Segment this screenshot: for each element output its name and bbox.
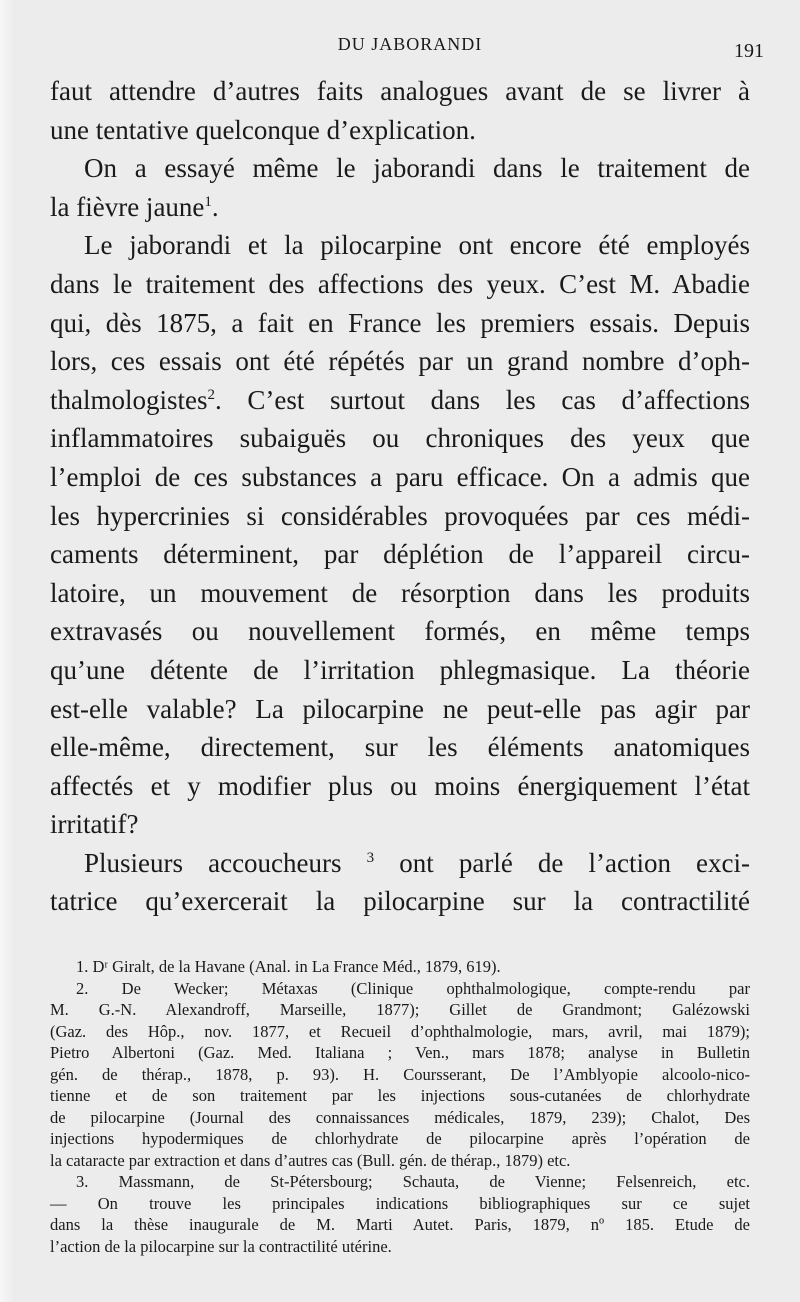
body-line-text: thalmologistes xyxy=(50,384,208,415)
footnote-line: de pilocarpine (Journal des connaissances médicales, 1879, 239); Chalot, Des xyxy=(50,1107,750,1127)
footnote-line: 1. Dʳ Giralt, de la Havane (Anal. in La France Méd., 1879, 619). xyxy=(76,957,501,976)
footnote-line: l’action de la pilocarpine sur la contractilité utérine. xyxy=(50,1236,392,1256)
body-line: dans le traitement des affections des yeux. C’est M. Abadie xyxy=(50,268,750,299)
body-line: une tentative quelconque d’explication. xyxy=(50,114,476,145)
body-line: qu’une détente de l’irritation phlegmasique. La théorie xyxy=(50,654,750,685)
footnote-line: la cataracte par extraction et dans d’autres cas (Bull. gén. de thérap., 1879) etc. xyxy=(50,1150,571,1170)
footnote-line: — On trouve les principales indications bibliographiques sur ce sujet xyxy=(50,1193,750,1213)
body-line: les hypercrinies si considérables provoquées par ces médi- xyxy=(50,500,750,531)
running-title: DU JABORANDI xyxy=(337,34,483,54)
footnote-line: dans la thèse inaugurale de M. Marti Autet. Paris, 1879, nº 185. Etude de xyxy=(50,1215,750,1234)
body-line: la fièvre jaune$^1$. xyxy=(50,191,219,222)
running-head xyxy=(50,30,770,60)
footnote-line: 2. De Wecker; Métaxas (Clinique ophthalmologique, compte-rendu par xyxy=(76,978,750,998)
body-line: faut attendre d’autres faits analogues avant de se livrer à xyxy=(50,76,750,106)
body-line: extravasés ou nouvellement formés, en même temps xyxy=(50,616,750,647)
footnote-line: (Gaz. des Hôp., nov. 1877, et Recueil d’ophthalmologie, mars, avril, mai 1879); xyxy=(50,1021,750,1041)
body-line: inflammatoires subaiguës ou chroniques des yeux que xyxy=(50,423,750,454)
body-line xyxy=(50,381,750,420)
body-line: caments déterminent, par déplétion de l’appareil circu- xyxy=(50,539,750,570)
body-line: latoire, un mouvement de résorption dans les produits xyxy=(50,577,750,608)
body-line: qui, dès 1875, a fait en France les premiers essais. Depuis xyxy=(50,307,750,338)
body-line-text: . C’est surtout dans les cas d’affections xyxy=(215,384,750,415)
body-text xyxy=(50,72,750,921)
body-line-text: Plusieurs accoucheurs xyxy=(84,847,342,878)
body-line: tatrice qu’exercerait la pilocarpine sur la contractilité xyxy=(50,886,750,917)
footnote-line: 3. Massmann, de St-Pétersbourg; Schauta, de Vienne; Felsenreich, etc. xyxy=(76,1172,750,1191)
body-line: est-elle valable? La pilocarpine ne peut-elle pas agir par xyxy=(50,693,750,724)
body-line: lors, ces essais ont été répétés par un grand nombre d’oph- xyxy=(50,346,750,377)
body-line: elle-même, directement, sur les éléments anatomiques xyxy=(50,732,750,763)
footnote-ref: 2 xyxy=(207,386,215,403)
body-line: Le jaborandi et la pilocarpine ont encore été employés xyxy=(84,230,750,261)
footnote-line: gén. de thérap., 1878, p. 93). H. Coursserant, De l’Amblyopie alcoolo-nico- xyxy=(50,1064,750,1084)
footnotes xyxy=(50,956,750,1257)
body-line: affectés et y modifier plus ou moins énergiquement l’état xyxy=(50,770,750,801)
footnote-line: injections hypodermiques de chlorhydrate de pilocarpine après l’opération de xyxy=(50,1129,750,1148)
footnote-ref: 1 xyxy=(204,193,212,210)
footnote-line: tienne et de son traitement par les injections sous-cutanées de chlorhydrate xyxy=(50,1086,750,1105)
body-line xyxy=(50,844,750,883)
body-line-text: ont parlé de l’action exci- xyxy=(399,847,751,878)
page-number: 191 xyxy=(734,40,764,62)
footnote-ref: 3 xyxy=(366,849,375,866)
body-line: On a essayé même le jaborandi dans le traitement de xyxy=(84,153,750,184)
footnote-line: M. G.-N. Alexandroff, Marseille, 1877); Gillet de Grandmont; Galézowski xyxy=(50,1000,750,1019)
body-line: irritatif? xyxy=(50,809,139,840)
footnote-line: Pietro Albertoni (Gaz. Med. Italiana ; Ven., mars 1878; analyse in Bulletin xyxy=(50,1043,750,1062)
body-line: l’emploi de ces substances a paru efficace. On a admis que xyxy=(50,461,750,492)
body-line-text: la fièvre jaune xyxy=(50,191,205,222)
